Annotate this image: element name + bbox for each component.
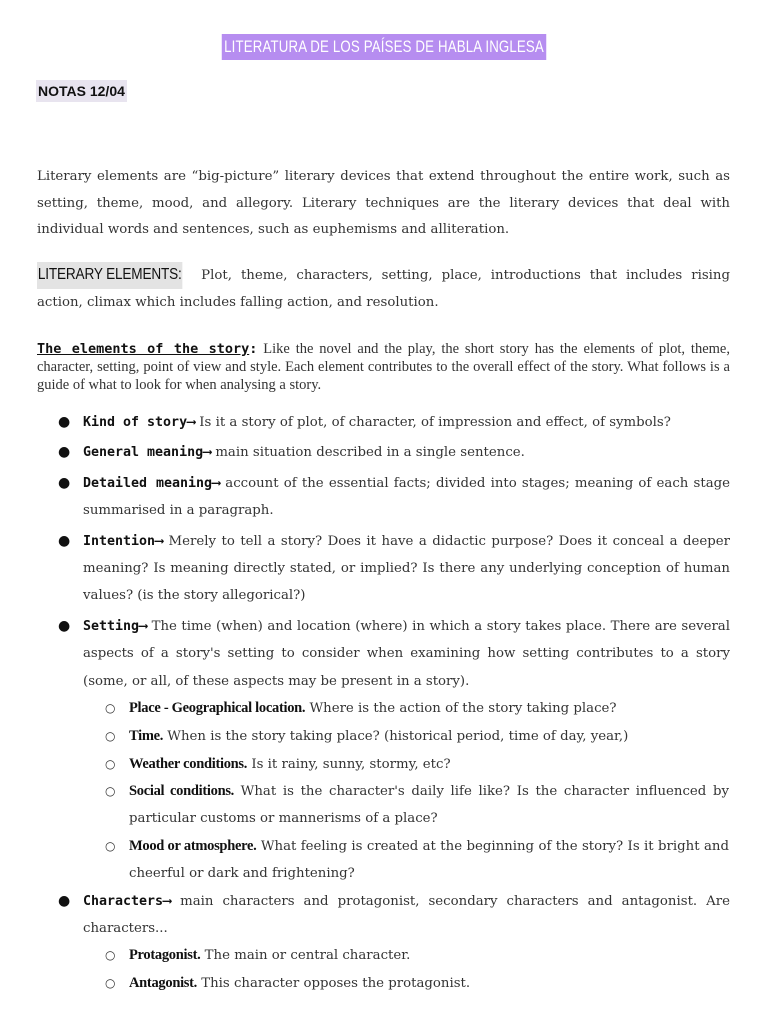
sublist-item-text: What feeling is created at the beginning of the story? Is it bright and cheerful or dark and frightening? bbox=[129, 839, 729, 881]
sublist-item-term: Place - Geographical location. bbox=[129, 700, 306, 717]
circle-bullet-icon: ○ bbox=[105, 701, 116, 716]
bullet-icon: ● bbox=[58, 414, 71, 430]
sublist-item-antagonist bbox=[83, 970, 729, 998]
story-elements-text: Like the novel and the play, the short story has the elements of plot, theme, character, setting, point of view and style. Each element contributes to the overall effect of the story. What follows is a guide of what to look for when analysing a story. bbox=[37, 341, 730, 393]
list-item-text: Merely to tell a story? Does it have a didactic purpose? Does it conceal a deeper meaning? Is meaning directly stated, or implied? Is there any underlying conception of human values? (is the story allegorical?) bbox=[83, 533, 730, 604]
sublist-item-text: This character opposes the protagonist. bbox=[197, 976, 471, 992]
sublist-item-text: Where is the action of the story taking place? bbox=[305, 701, 617, 717]
circle-bullet-icon: ○ bbox=[105, 839, 116, 854]
list-item-term: Detailed meaning⟶ bbox=[83, 475, 221, 491]
list-item-kind-of-story bbox=[0, 409, 730, 436]
list-item-text: The time (when) and location (where) in which a story takes place. There are several aspects of a story's setting to consider when examining how setting contributes to a story (some, or all, of these aspects may be present in a story). bbox=[83, 618, 730, 689]
story-elements-colon: : bbox=[249, 341, 258, 357]
sublist-item-social bbox=[83, 778, 729, 833]
literary-elements-heading: LITERARY ELEMENTS: bbox=[37, 262, 183, 289]
sublist-item-time bbox=[83, 723, 729, 751]
bullet-icon: ● bbox=[58, 474, 71, 491]
sublist-item-text: When is the story taking place? (historical period, time of day, year,) bbox=[163, 728, 629, 744]
bullet-icon: ● bbox=[58, 444, 71, 461]
sublist-item-term: Time. bbox=[129, 727, 164, 744]
list-item-intention bbox=[0, 528, 730, 610]
story-elements-paragraph bbox=[37, 340, 730, 394]
circle-bullet-icon: ○ bbox=[105, 948, 116, 963]
sublist-item-term: Protagonist. bbox=[129, 947, 201, 964]
list-item-term: Intention⟶ bbox=[83, 533, 164, 549]
list-item-general-meaning bbox=[0, 439, 730, 466]
intro-paragraph: Literary elements are “big-picture” literary devices that extend throughout the entire work, such as setting, theme, mood, and allegory. Literary techniques are the literary devices that deal with individual words and sentences, such as euphemisms and alliteration. bbox=[37, 169, 730, 237]
list-item-term: Characters⟶ bbox=[83, 893, 172, 909]
sublist-item-mood bbox=[83, 833, 729, 888]
sublist-item-place bbox=[83, 695, 729, 723]
circle-bullet-icon: ○ bbox=[105, 728, 116, 743]
sublist-item-protagonist bbox=[83, 942, 729, 970]
bullet-icon: ● bbox=[58, 532, 71, 549]
characters-sublist bbox=[83, 942, 730, 998]
bullet-icon: ● bbox=[58, 892, 71, 909]
notes-date-label: NOTAS 12/04 bbox=[36, 80, 127, 102]
sublist-item-weather bbox=[83, 751, 729, 779]
bullet-icon: ● bbox=[58, 617, 71, 634]
story-elements-heading: The elements of the story bbox=[37, 341, 250, 357]
literary-elements-paragraph bbox=[37, 262, 730, 316]
circle-bullet-icon: ○ bbox=[105, 976, 116, 991]
list-item-detailed-meaning bbox=[0, 470, 730, 525]
list-item-characters bbox=[0, 888, 730, 998]
sublist-item-term: Weather conditions. bbox=[129, 755, 248, 772]
story-elements-list bbox=[0, 409, 768, 998]
setting-sublist bbox=[83, 695, 730, 888]
sublist-item-term: Mood or atmosphere. bbox=[129, 838, 257, 855]
sublist-item-text: The main or central character. bbox=[200, 948, 411, 964]
sublist-item-text: What is the character's daily life like? Is the character influenced by particular customs or mannerisms of a place? bbox=[129, 784, 729, 827]
sublist-item-term: Antagonist. bbox=[129, 975, 198, 992]
circle-bullet-icon: ○ bbox=[105, 784, 116, 799]
list-item-term: General meaning⟶ bbox=[83, 445, 212, 461]
sublist-item-text: Is it rainy, sunny, stormy, etc? bbox=[247, 756, 451, 772]
list-item-setting bbox=[0, 613, 730, 888]
list-item-term: Setting⟶ bbox=[83, 618, 148, 634]
list-item-text: main situation described in a single sentence. bbox=[211, 445, 525, 461]
title-container bbox=[0, 34, 768, 60]
list-item-text: Is it a story of plot, of character, of impression and effect, of symbols? bbox=[195, 415, 671, 430]
list-item-term: Kind of story⟶ bbox=[83, 415, 196, 430]
document-title: LITERATURA DE LOS PAÍSES DE HABLA INGLESA bbox=[222, 34, 547, 60]
list-item-text: main characters and protagonist, secondary characters and antagonist. Are characters... bbox=[83, 893, 730, 937]
sublist-item-term: Social conditions. bbox=[129, 783, 235, 800]
circle-bullet-icon: ○ bbox=[105, 756, 116, 771]
list-item-text: account of the essential facts; divided into stages; meaning of each stage summarised in a paragraph. bbox=[83, 475, 731, 519]
literary-elements-text: Plot, theme, characters, setting, place, introductions that includes rising action, climax which includes falling action, and resolution. bbox=[37, 268, 730, 310]
